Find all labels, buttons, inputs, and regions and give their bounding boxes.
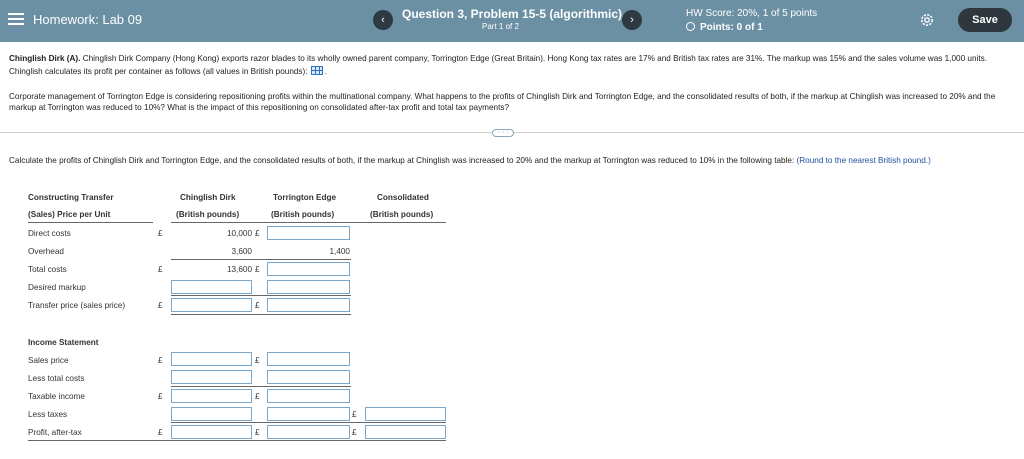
torrington-header-1: Torrington Edge — [273, 193, 337, 202]
row-label-sales-price: Sales price — [28, 356, 69, 365]
transfer-price-torrington-input[interactable] — [267, 298, 350, 312]
chinglish-header-1: Chinglish Dirk — [180, 193, 236, 202]
row-label-direct-costs: Direct costs — [28, 229, 71, 238]
currency-symbol: £ — [158, 229, 163, 238]
row-label-overhead: Overhead — [28, 247, 64, 256]
question-part: Part 1 of 2 — [482, 22, 519, 31]
profit-after-tax-consolidated-input[interactable] — [365, 425, 446, 439]
header-underline — [28, 222, 153, 223]
chinglish-header-2: (British pounds) — [176, 210, 240, 219]
transfer-price-chinglish-input[interactable] — [171, 298, 252, 312]
row-label-taxable-income: Taxable income — [28, 392, 85, 401]
expand-more-button[interactable]: · · · — [492, 129, 514, 137]
overhead-chinglish: 3,600 — [231, 247, 252, 256]
question-title: Question 3, Problem 15-5 (algorithmic) — [402, 7, 623, 21]
less-taxes-chinglish-input[interactable] — [171, 407, 252, 421]
subtotal-line — [171, 259, 351, 260]
income-statement-heading: Income Statement — [28, 338, 99, 347]
less-total-costs-torrington-input[interactable] — [267, 370, 350, 384]
points-status — [686, 22, 763, 33]
problem-intro: Chinglish Dirk (A). Chinglish Dirk Company (Hong Kong) exports razor blades to its wholly owned parent company, Torrington Edge (Great Britain). Hong Kong tax rates are 17% and British tax rates are 31%. The markup was 15% and the sales volume was 1,000 units. Chinglish calculates its profit per container as follows (all values in British pounds): . — [9, 54, 987, 76]
currency-symbol: £ — [352, 410, 357, 419]
sales-price-chinglish-input[interactable] — [171, 352, 252, 366]
table-bottom-line — [28, 440, 446, 441]
homework-title: Homework: Lab 09 — [33, 12, 143, 27]
subtotal-line — [171, 422, 446, 423]
currency-symbol: £ — [158, 428, 163, 437]
circle-icon — [686, 22, 695, 31]
top-bar — [0, 0, 1024, 42]
less-taxes-torrington-input[interactable] — [267, 407, 350, 421]
torrington-header-2: (British pounds) — [271, 210, 335, 219]
direct-costs-chinglish: 10,000 — [226, 229, 252, 238]
row-label-profit-after-tax: Profit, after-tax — [28, 428, 82, 437]
desired-markup-torrington-input[interactable] — [267, 280, 350, 294]
menu-icon[interactable] — [8, 11, 24, 27]
row-label-less-total-costs: Less total costs — [28, 374, 85, 383]
sales-price-torrington-input[interactable] — [267, 352, 350, 366]
row-label-desired-markup: Desired markup — [28, 283, 86, 292]
data-table-icon[interactable] — [311, 66, 323, 75]
subtotal-line — [171, 295, 351, 296]
currency-symbol: £ — [255, 265, 260, 274]
taxable-income-torrington-input[interactable] — [267, 389, 350, 403]
currency-symbol: £ — [158, 301, 163, 310]
less-total-costs-chinglish-input[interactable] — [171, 370, 252, 384]
col-label-header-2: (Sales) Price per Unit — [28, 210, 111, 219]
consolidated-header-1: Consolidated — [377, 193, 429, 202]
row-label-less-taxes: Less taxes — [28, 410, 68, 419]
consolidated-header-2: (British pounds) — [370, 210, 434, 219]
hw-score: HW Score: 20%, 1 of 5 points — [686, 8, 818, 19]
currency-symbol: £ — [352, 428, 357, 437]
next-question-button[interactable]: › — [622, 10, 642, 30]
round-note: (Round to the nearest British pound.) — [796, 156, 931, 165]
currency-symbol: £ — [255, 301, 260, 310]
gear-icon[interactable] — [919, 12, 935, 28]
instruction-text: Calculate the profits of Chinglish Dirk and Torrington Edge, and the consolidated results of both, if the markup at Chinglish was increased to 20% and the markup at Torrington was reduced to 10% in the following table: — [9, 156, 795, 165]
row-label-transfer-price: Transfer price (sales price) — [28, 301, 126, 310]
total-line — [171, 314, 351, 315]
currency-symbol: £ — [158, 392, 163, 401]
col-label-header-1: Constructing Transfer — [28, 193, 114, 202]
problem-intro-text: Chinglish Dirk Company (Hong Kong) exports razor blades to its wholly owned parent company, Torrington Edge (Great Britain). Hong Kong tax rates are 17% and British tax rates are 31%. The markup was 15% and the sales volume was 1,000 units. Chinglish calculates its profit per container as follows (all values in British pounds): — [9, 54, 987, 76]
desired-markup-chinglish-input[interactable] — [171, 280, 252, 294]
row-label-total-costs: Total costs — [28, 265, 67, 274]
currency-symbol: £ — [255, 229, 260, 238]
taxable-income-chinglish-input[interactable] — [171, 389, 252, 403]
previous-question-button[interactable]: ‹ — [373, 10, 393, 30]
overhead-torrington: 1,400 — [329, 247, 350, 256]
subtotal-line — [171, 386, 351, 387]
currency-symbol: £ — [255, 392, 260, 401]
points-text: Points: 0 of 1 — [700, 22, 763, 33]
problem-title: Chinglish Dirk (A). — [9, 54, 81, 63]
total-costs-torrington-input[interactable] — [267, 262, 350, 276]
less-taxes-consolidated-input[interactable] — [365, 407, 446, 421]
direct-costs-torrington-input[interactable] — [267, 226, 350, 240]
instruction — [9, 155, 1009, 166]
profit-after-tax-torrington-input[interactable] — [267, 425, 350, 439]
currency-symbol: £ — [255, 356, 260, 365]
problem-question: Corporate management of Torrington Edge is considering repositioning profits within the multinational company. What happens to the profits of Chinglish Dirk and Torrington Edge, and the consolidated results of both, if the markup at Chinglish was increased to 20% and the markup at Torrington was reduced to 10%? What is the impact of this repositioning on consolidated after-tax profit and total tax payments? — [9, 92, 996, 112]
currency-symbol: £ — [158, 356, 163, 365]
save-button[interactable]: Save — [958, 8, 1012, 32]
total-costs-chinglish: 13,600 — [226, 265, 252, 274]
currency-symbol: £ — [255, 428, 260, 437]
profit-after-tax-chinglish-input[interactable] — [171, 425, 252, 439]
currency-symbol: £ — [158, 265, 163, 274]
header-underline — [171, 222, 446, 223]
